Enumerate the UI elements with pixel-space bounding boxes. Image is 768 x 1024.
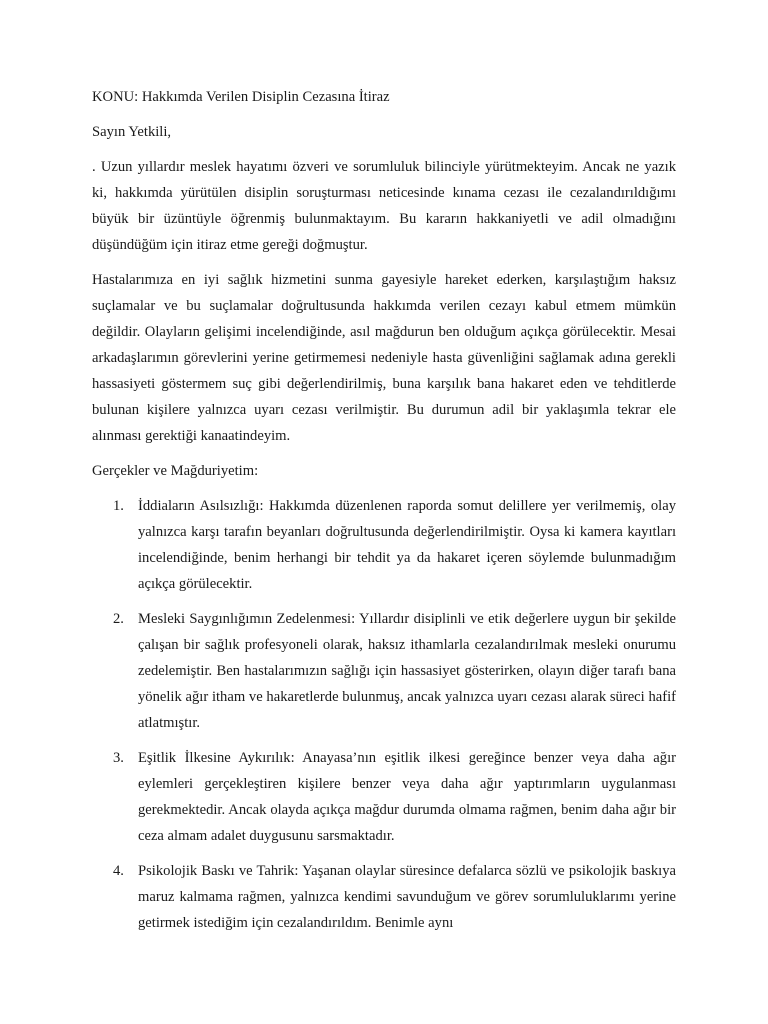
list-item-text: Eşitlik İlkesine Aykırılık: Anayasa’nın eşitlik ilkesi gereğince benzer veya daha ağır eylemleri gerçekleştiren kişilere benzer veya daha ağır yaptırımların uygulanması gerekmektedir. Ancak olayda açıkça mağdur durumda olmama rağmen, benim daha ağır bir ceza almam adalet duygusunu sarsmaktadır. — [138, 750, 676, 844]
salutation: Sayın Yetkili, — [92, 124, 172, 140]
list-item-number: 1. — [113, 498, 124, 514]
subject-line: KONU: Hakkımda Verilen Disiplin Cezasına İtiraz — [92, 89, 390, 105]
list-item — [92, 745, 676, 849]
list-item-text: Psikolojik Baskı ve Tahrik: Yaşanan olaylar süresince defalarca sözlü ve psikolojik baskıya maruz kalmama rağmen, yalnızca kendimi savunduğum ve görev sorumluluklarımı yerine getirmek istediğim için cezalandırıldım. Benimle aynı — [138, 863, 676, 931]
list-item-number: 2. — [113, 611, 124, 627]
list-item-text: İddiaların Asılsızlığı: Hakkımda düzenlenen raporda somut delillere yer verilmemiş, olay yalnızca karşı tarafın beyanları doğrultusunda değerlendirilmiştir. Oysa ki kamera kayıtları incelendiğinde, benim herhangi bir tehdit ya da hakaret içeren söylemde bulunmadığım açıkça görülecektir. — [138, 498, 676, 592]
intro-paragraph: . Uzun yıllardır meslek hayatımı özveri ve sorumluluk bilinciyle yürütmekteyim. Ancak ne yazık ki, hakkımda yürütülen disiplin soruşturması neticesinde kınama cezası ile cezalandırıldığımı büyük bir üzüntüyle öğrenmiş bulunmaktayım. Bu kararın hakkaniyetli ve adil olmadığını düşündüğüm için itiraz etme gereği doğmuştur. — [92, 159, 676, 253]
list-item-number: 3. — [113, 750, 124, 766]
list-item-text: Mesleki Saygınlığımın Zedelenmesi: Yıllardır disiplinli ve etik değerlere uygun bir şekilde çalışan bir sağlık profesyoneli olarak, haksız ithamlarla cezalandırılmak mesleki onurumu zedelemiştir. Ben hastalarımızın sağlığı için hassasiyet gösterirken, olayın diğer tarafı bana yönelik ağır itham ve hakaretlerde bulunmuş, ancak yalnızca uyarı cezası alarak süreci hafif atlatmıştır. — [138, 611, 676, 731]
list-item — [92, 606, 676, 736]
list-item — [92, 858, 676, 936]
section-heading: Gerçekler ve Mağduriyetim: — [92, 463, 259, 479]
list-item-number: 4. — [113, 863, 124, 879]
context-paragraph: Hastalarımıza en iyi sağlık hizmetini sunma gayesiyle hareket ederken, karşılaştığım haksız suçlamalar ve bu suçlamalar doğrultusunda hakkımda verilen cezayı kabul etmem mümkün değildir. Olayların gelişimi incelendiğinde, asıl mağdurun ben olduğum açıkça görülecektir. Mesai arkadaşlarımın görevlerini yerine getirmemesi nedeniyle hasta güvenliğini sağlamak adına gerekli hassasiyeti göstermem suç gibi değerlendirilmiş, buna karşılık bana hakaret eden ve tehditlerde bulunan kişilere yalnızca uyarı cezası verilmiştir. Bu durumun adil bir yaklaşımla tekrar ele alınması gerektiği kanaatindeyim. — [92, 272, 676, 444]
list-item — [92, 493, 676, 597]
facts-list — [92, 493, 676, 936]
